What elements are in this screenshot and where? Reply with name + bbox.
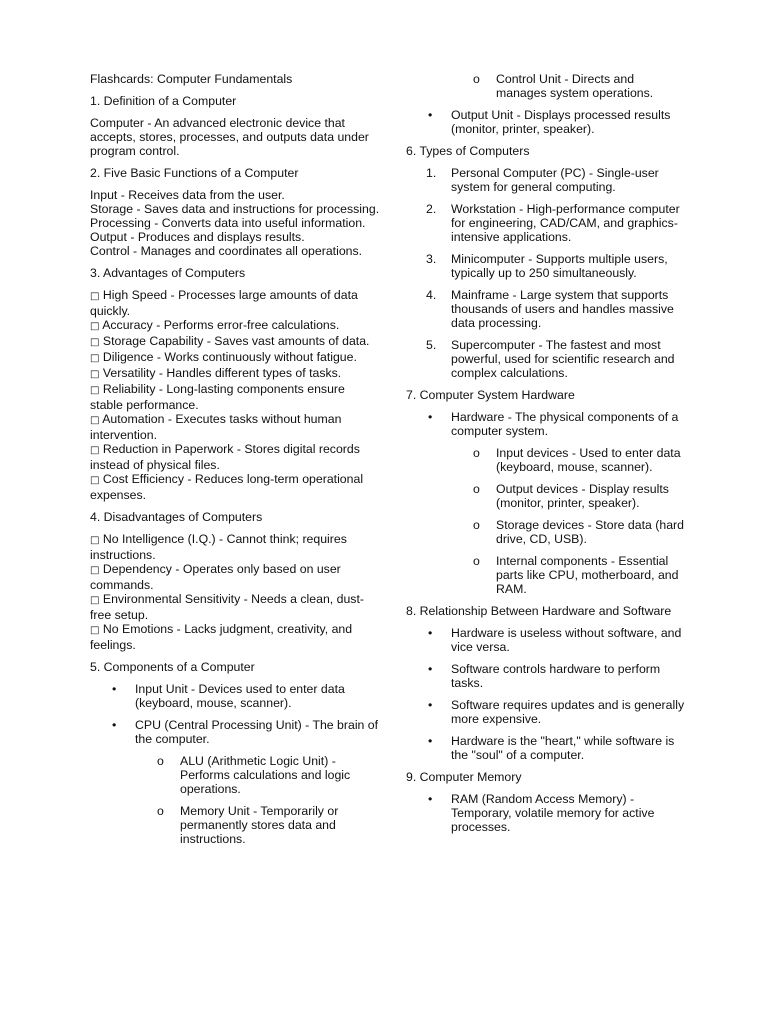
list-item-type: 3. Minicomputer - Supports multiple users, typically up to 250 simultaneously. bbox=[426, 252, 668, 280]
list-number: 3. bbox=[426, 252, 437, 266]
list-item-memory: • RAM (Random Access Memory) - Temporary, volatile memory for active processes. bbox=[428, 792, 655, 834]
bullet-icon: • bbox=[428, 410, 433, 424]
section-5-heading: 5. Components of a Computer bbox=[90, 660, 255, 674]
missing-glyph-icon: □ bbox=[90, 369, 100, 380]
disadvantage-item: □ No Intelligence (I.Q.) - Cannot think; requires instructions. bbox=[90, 532, 347, 562]
section-6-heading: 6. Types of Computers bbox=[406, 144, 530, 158]
bullet-icon: • bbox=[428, 626, 433, 640]
bullet-icon: • bbox=[428, 792, 433, 806]
missing-glyph-icon: □ bbox=[90, 535, 100, 546]
list-item-relationship: • Software requires updates and is generally more expensive. bbox=[428, 698, 685, 726]
list-item-hardware-sub: o Output devices - Display results (monitor, printer, speaker). bbox=[473, 482, 669, 510]
function-line: Processing - Converts data into useful information. bbox=[90, 216, 366, 230]
function-line: Input - Receives data from the user. bbox=[90, 188, 285, 202]
list-item-input-unit: • Input Unit - Devices used to enter data (keyboard, mouse, scanner). bbox=[112, 682, 345, 710]
function-line: Output - Produces and displays results. bbox=[90, 230, 305, 244]
missing-glyph-icon: □ bbox=[90, 595, 100, 606]
missing-glyph-icon: □ bbox=[90, 625, 100, 636]
list-number: 4. bbox=[426, 288, 437, 302]
section-3-heading: 3. Advantages of Computers bbox=[90, 266, 246, 280]
missing-glyph-icon: □ bbox=[90, 337, 100, 348]
advantage-item: □ Cost Efficiency - Reduces long-term operational expenses. bbox=[90, 472, 364, 502]
sub-bullet-icon: o bbox=[473, 482, 480, 496]
advantage-item: □ High Speed - Processes large amounts of data quickly. bbox=[90, 288, 358, 318]
section-7-heading: 7. Computer System Hardware bbox=[406, 388, 575, 402]
list-item-hardware: • Hardware - The physical components of a computer system. bbox=[428, 410, 679, 438]
section-1-text: Computer - An advanced electronic device that accepts, stores, processes, and outputs data under program control. bbox=[90, 116, 369, 158]
missing-glyph-icon: □ bbox=[90, 385, 100, 396]
sub-bullet-icon: o bbox=[473, 554, 480, 568]
sub-bullet-icon: o bbox=[473, 72, 480, 86]
sub-bullet-icon: o bbox=[473, 446, 480, 460]
missing-glyph-icon: □ bbox=[90, 353, 100, 364]
list-item-relationship: • Hardware is the "heart," while software is the "soul" of a computer. bbox=[428, 734, 675, 762]
advantage-item: □ Accuracy - Performs error-free calculations. bbox=[90, 318, 340, 332]
list-item-output-unit: • Output Unit - Displays processed results (monitor, printer, speaker). bbox=[428, 108, 671, 136]
sub-bullet-icon: o bbox=[157, 754, 164, 768]
right-column bbox=[406, 72, 686, 834]
advantage-item: □ Reliability - Long-lasting components ensure stable performance. bbox=[90, 382, 345, 412]
bullet-icon: • bbox=[112, 718, 117, 732]
missing-glyph-icon: □ bbox=[90, 321, 100, 332]
left-column bbox=[90, 72, 380, 846]
list-item-memory-unit: o Memory Unit - Temporarily or permanently stores data and instructions. bbox=[157, 804, 339, 846]
bullet-icon: • bbox=[428, 698, 433, 712]
function-line: Storage - Saves data and instructions for processing. bbox=[90, 202, 380, 216]
missing-glyph-icon: □ bbox=[90, 415, 100, 426]
bullet-icon: • bbox=[112, 682, 117, 696]
function-line: Control - Manages and coordinates all operations. bbox=[90, 244, 363, 258]
bullet-icon: • bbox=[428, 734, 433, 748]
section-9-heading: 9. Computer Memory bbox=[406, 770, 522, 784]
document-title: Flashcards: Computer Fundamentals bbox=[90, 72, 293, 86]
list-item-hardware-sub: o Internal components - Essential parts like CPU, motherboard, and RAM. bbox=[473, 554, 679, 596]
advantage-item: □ Diligence - Works continuously without fatigue. bbox=[90, 350, 357, 364]
list-item-hardware-sub: o Input devices - Used to enter data (keyboard, mouse, scanner). bbox=[473, 446, 681, 474]
advantage-item: □ Versatility - Handles different types of tasks. bbox=[90, 366, 342, 380]
missing-glyph-icon: □ bbox=[90, 445, 100, 456]
section-4-list bbox=[90, 532, 380, 652]
list-item-relationship: • Hardware is useless without software, and vice versa. bbox=[428, 626, 682, 654]
list-number: 1. bbox=[426, 166, 437, 180]
list-item-alu: o ALU (Arithmetic Logic Unit) - Performs calculations and logic operations. bbox=[157, 754, 351, 796]
list-item-type: 1. Personal Computer (PC) - Single-user system for general computing. bbox=[426, 166, 659, 194]
list-item-type: 5. Supercomputer - The fastest and most powerful, used for scientific research and complex calculations. bbox=[426, 338, 675, 380]
list-item-type: 2. Workstation - High-performance computer for engineering, CAD/CAM, and graphics-intensive applications. bbox=[426, 202, 680, 244]
advantage-item: □ Storage Capability - Saves vast amounts of data. bbox=[90, 334, 370, 348]
disadvantage-item: □ Dependency - Operates only based on user commands. bbox=[90, 562, 341, 592]
disadvantage-item: □ No Emotions - Lacks judgment, creativity, and feelings. bbox=[90, 622, 353, 652]
missing-glyph-icon: □ bbox=[90, 291, 100, 302]
advantage-item: □ Automation - Executes tasks without human intervention. bbox=[90, 412, 342, 442]
disadvantage-item: □ Environmental Sensitivity - Needs a clean, dust-free setup. bbox=[90, 592, 364, 622]
list-item-relationship: • Software controls hardware to perform tasks. bbox=[428, 662, 661, 690]
section-1-heading: 1. Definition of a Computer bbox=[90, 94, 237, 108]
bullet-icon: • bbox=[428, 108, 433, 122]
list-item-cpu: • CPU (Central Processing Unit) - The brain of the computer. bbox=[112, 718, 379, 746]
section-3-list bbox=[90, 288, 380, 502]
list-item-type: 4. Mainframe - Large system that supports thousands of users and handles massive data processing. bbox=[426, 288, 674, 330]
bullet-icon: • bbox=[428, 662, 433, 676]
section-4-heading: 4. Disadvantages of Computers bbox=[90, 510, 263, 524]
list-item-hardware-sub: o Storage devices - Store data (hard drive, CD, USB). bbox=[473, 518, 684, 546]
missing-glyph-icon: □ bbox=[90, 565, 100, 576]
section-2-lines bbox=[90, 188, 380, 258]
list-item-control-unit: o Control Unit - Directs and manages system operations. bbox=[473, 72, 654, 100]
list-number: 2. bbox=[426, 202, 437, 216]
sub-bullet-icon: o bbox=[473, 518, 480, 532]
advantage-item: □ Reduction in Paperwork - Stores digital records instead of physical files. bbox=[90, 442, 360, 472]
section-2-heading: 2. Five Basic Functions of a Computer bbox=[90, 166, 299, 180]
list-number: 5. bbox=[426, 338, 437, 352]
section-8-heading: 8. Relationship Between Hardware and Software bbox=[406, 604, 672, 618]
missing-glyph-icon: □ bbox=[90, 475, 100, 486]
sub-bullet-icon: o bbox=[157, 804, 164, 818]
